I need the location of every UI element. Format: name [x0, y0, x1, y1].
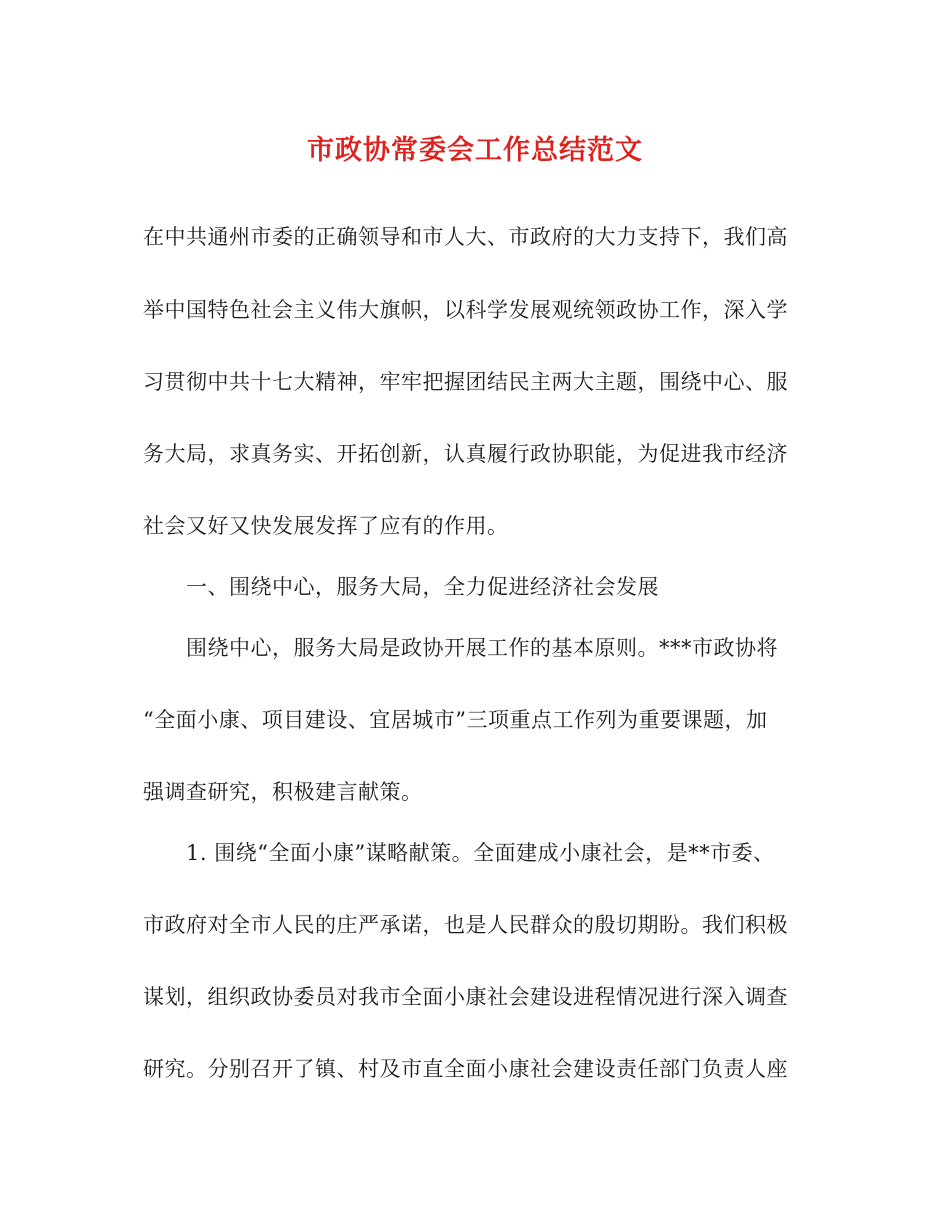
paragraph-line: 务大局，求真务实、开拓创新，认真履行政协职能，为促进我市经济: [143, 442, 788, 466]
paragraph-line: 强调查研究，积极建言献策。: [143, 780, 423, 804]
section-heading: 一、围绕中心，服务大局，全力促进经济社会发展: [186, 575, 659, 599]
paragraph-line: 围绕中心，服务大局是政协开展工作的基本原则。***市政协将: [186, 636, 778, 660]
paragraph-line: “全面小康、项目建设、宜居城市”三项重点工作列为重要课题，加: [143, 708, 768, 732]
paragraph-line: 研究。分别召开了镇、村及市直全面小康社会建设责任部门负责人座: [143, 1057, 788, 1081]
paragraph-line: 市政府对全市人民的庄严承诺，也是人民群众的殷切期盼。我们积极: [143, 913, 788, 937]
paragraph-line: 习贯彻中共十七大精神，牢牢把握团结民主两大主题，围绕中心、服: [143, 370, 788, 394]
document-title: 市政协常委会工作总结范文: [307, 135, 643, 166]
paragraph-line: 社会又好又快发展发挥了应有的作用。: [143, 514, 509, 538]
paragraph-line: 1. 围绕“全面小康”谋略献策。全面建成小康社会，是**市委、: [186, 841, 775, 865]
paragraph-line: 谋划，组织政协委员对我市全面小康社会建设进程情况进行深入调查: [143, 985, 788, 1009]
paragraph-line: 在中共通州市委的正确领导和市人大、市政府的大力支持下，我们高: [143, 225, 788, 249]
paragraph-line: 举中国特色社会主义伟大旗帜，以科学发展观统领政协工作，深入学: [143, 298, 788, 322]
